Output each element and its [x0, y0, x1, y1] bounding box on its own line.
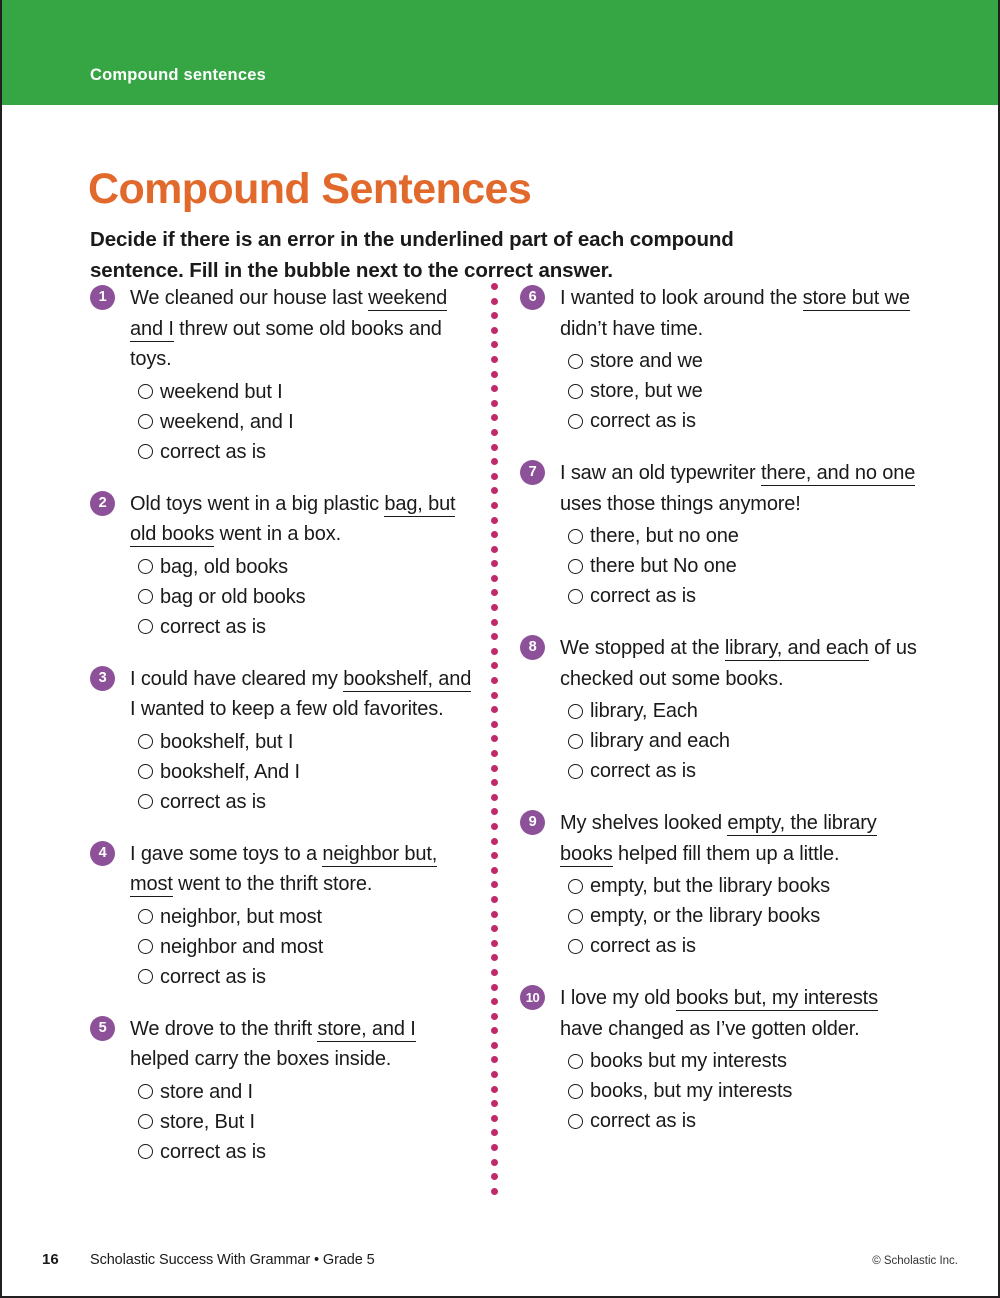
divider-dot [491, 648, 498, 655]
divider-dot [491, 400, 498, 407]
divider-dot [491, 954, 498, 961]
divider-dot [491, 444, 498, 451]
divider-dot [491, 546, 498, 553]
question-number-badge: 3 [90, 666, 115, 691]
footer-page-number: 16 [42, 1251, 59, 1268]
divider-dot [491, 312, 498, 319]
question-stem [560, 983, 920, 1044]
answer-bubble-icon[interactable] [138, 909, 153, 924]
divider-dot [491, 1173, 498, 1180]
divider-dot [491, 838, 498, 845]
answer-bubble-icon[interactable] [138, 939, 153, 954]
stem-text: went to the thrift store. [172, 873, 373, 895]
page-title: Compound Sentences [88, 164, 532, 213]
answer-bubble-icon[interactable] [568, 354, 583, 369]
answer-option-label: books but my interests [590, 1050, 787, 1072]
answer-option[interactable] [568, 931, 920, 961]
question-item [520, 808, 920, 961]
divider-dot [491, 823, 498, 830]
underlined-phrase: weekend and I [130, 287, 448, 340]
underlined-phrase: there, and no one [760, 462, 916, 484]
question-item [90, 1014, 480, 1167]
answer-option[interactable] [568, 696, 920, 726]
answer-bubble-icon[interactable] [138, 734, 153, 749]
divider-dot [491, 852, 498, 859]
answer-options [560, 871, 920, 961]
answer-bubble-icon[interactable] [568, 1054, 583, 1069]
question-body [560, 983, 920, 1136]
answer-bubble-icon[interactable] [568, 384, 583, 399]
answer-bubble-icon[interactable] [568, 1114, 583, 1129]
question-stem [130, 1014, 480, 1075]
divider-dot [491, 1115, 498, 1122]
question-number-badge: 6 [520, 285, 545, 310]
stem-text: I wanted to keep a few old favorites. [130, 698, 444, 720]
underlined-phrase: store but we [802, 287, 910, 309]
answer-option-label: there but No one [590, 555, 737, 577]
divider-dot [491, 1159, 498, 1166]
header-band [0, 0, 1000, 105]
answer-option-label: neighbor, but most [160, 905, 322, 928]
answer-option[interactable] [138, 787, 480, 817]
stem-text: helped carry the boxes inside. [130, 1048, 392, 1070]
divider-dot [491, 356, 498, 363]
footer-book-title: Scholastic Success With Grammar • Grade 5 [90, 1252, 375, 1268]
stem-text: We drove to the thrift [130, 1017, 318, 1040]
divider-dot [491, 984, 498, 991]
answer-option[interactable] [568, 1076, 920, 1106]
answer-option-label: bookshelf, And I [160, 760, 300, 783]
question-stem [560, 633, 920, 694]
question-item [520, 633, 920, 786]
question-number-badge: 1 [90, 285, 115, 310]
question-stem [130, 489, 480, 550]
divider-dot [491, 589, 498, 596]
stem-text: I wanted to look around the [560, 287, 803, 309]
stem-text: Old toys went in a big plastic [130, 492, 385, 515]
divider-dot [491, 867, 498, 874]
answer-bubble-icon[interactable] [138, 969, 153, 984]
answer-option-label: correct as is [160, 790, 266, 813]
question-item [520, 283, 920, 436]
divider-dot [491, 794, 498, 801]
divider-dot [491, 487, 498, 494]
answer-option[interactable] [138, 902, 480, 932]
answer-options [560, 1046, 920, 1136]
answer-option[interactable] [568, 521, 920, 551]
stem-text: have changed as I’ve gotten older. [560, 1017, 860, 1040]
answer-option-label: correct as is [590, 410, 696, 432]
divider-dot [491, 298, 498, 305]
answer-option[interactable] [568, 376, 920, 406]
footer-copyright: © Scholastic Inc. [872, 1255, 958, 1267]
divider-dot [491, 692, 498, 699]
question-number-badge: 8 [520, 635, 545, 660]
answer-option-label: empty, or the library books [590, 905, 821, 927]
answer-option[interactable] [138, 727, 480, 757]
answer-option[interactable] [568, 871, 920, 901]
divider-dot [491, 969, 498, 976]
answer-option-label: correct as is [590, 760, 696, 782]
answer-option[interactable] [138, 1107, 480, 1137]
underlined-phrase: empty, the library books [560, 812, 877, 865]
divider-dot [491, 341, 498, 348]
question-number-badge: 4 [90, 841, 115, 866]
answer-option[interactable] [138, 377, 480, 407]
divider-dot [491, 1188, 498, 1195]
divider-dot [491, 911, 498, 918]
question-body [130, 283, 480, 467]
answer-option-label: correct as is [590, 935, 696, 957]
question-item [90, 839, 480, 992]
divider-dot [491, 1071, 498, 1078]
answer-options [130, 552, 480, 642]
questions-column-right [520, 283, 920, 1158]
divider-dot [491, 1144, 498, 1151]
answer-option[interactable] [138, 407, 480, 437]
answer-option-label: store, but we [590, 380, 703, 402]
divider-dot [491, 531, 498, 538]
divider-dot [491, 808, 498, 815]
answer-option-label: empty, but the library books [590, 875, 830, 897]
divider-dot [491, 414, 498, 421]
stem-text: I saw an old typewriter [560, 462, 761, 484]
answer-bubble-icon[interactable] [568, 704, 583, 719]
divider-dot [491, 1027, 498, 1034]
underlined-phrase: library, and each [724, 637, 869, 659]
answer-bubble-icon[interactable] [138, 1084, 153, 1099]
answer-option[interactable] [568, 1106, 920, 1136]
answer-option[interactable] [568, 901, 920, 931]
stem-text: uses those things anymore! [560, 492, 801, 515]
answer-bubble-icon[interactable] [138, 794, 153, 809]
question-body [130, 1014, 480, 1167]
answer-option[interactable] [568, 346, 920, 376]
answer-options [130, 1077, 480, 1167]
answer-bubble-icon[interactable] [568, 939, 583, 954]
question-body [560, 808, 920, 961]
divider-dot [491, 765, 498, 772]
divider-dot [491, 1100, 498, 1107]
stem-text: helped fill them up a little. [612, 842, 840, 865]
stem-text: I could have cleared my [130, 667, 344, 690]
divider-dot [491, 881, 498, 888]
stem-text: We cleaned our house last [130, 287, 369, 309]
answer-options [130, 377, 480, 467]
answer-option-label: books, but my interests [590, 1080, 793, 1102]
answer-option[interactable] [138, 1137, 480, 1167]
answer-option-label: weekend but I [160, 380, 283, 403]
question-stem [130, 839, 480, 900]
answer-options [560, 696, 920, 786]
question-number-badge: 9 [520, 810, 545, 835]
answer-bubble-icon[interactable] [138, 384, 153, 399]
answer-option-label: correct as is [160, 440, 266, 463]
answer-option[interactable] [568, 726, 920, 756]
instructions-text: Decide if there is an error in the underlined part of each compound sentence. Fill in the bubble next to the correct answer. [90, 227, 734, 282]
question-body [560, 458, 920, 611]
stem-text: threw out some old books and toys. [130, 317, 442, 370]
divider-dot [491, 662, 498, 669]
question-item [520, 983, 920, 1136]
divider-dot [491, 473, 498, 480]
answer-bubble-icon[interactable] [138, 764, 153, 779]
answer-option-label: store and I [160, 1080, 253, 1103]
answer-option-label: correct as is [160, 965, 266, 988]
answer-option-label: bookshelf, but I [160, 730, 294, 753]
divider-dot [491, 735, 498, 742]
divider-dot [491, 779, 498, 786]
answer-option-label: store, But I [160, 1110, 255, 1133]
answer-bubble-icon[interactable] [138, 1114, 153, 1129]
answer-bubble-icon[interactable] [138, 559, 153, 574]
divider-dot [491, 1129, 498, 1136]
answer-option-label: neighbor and most [160, 935, 324, 958]
answer-option[interactable] [138, 1077, 480, 1107]
underlined-phrase: books but, my interests [675, 987, 878, 1009]
answer-option-label: library and each [590, 730, 730, 752]
answer-option[interactable] [568, 406, 920, 436]
question-body [130, 664, 480, 817]
answer-option[interactable] [138, 757, 480, 787]
answer-bubble-icon[interactable] [568, 589, 583, 604]
answer-bubble-icon[interactable] [568, 879, 583, 894]
question-item [90, 664, 480, 817]
answer-option[interactable] [568, 756, 920, 786]
divider-dot [491, 560, 498, 567]
stem-text: We stopped at the [560, 637, 725, 659]
divider-dot [491, 619, 498, 626]
answer-options [130, 727, 480, 817]
question-stem [560, 808, 920, 869]
question-body [130, 839, 480, 992]
stem-text: of us checked out some books. [560, 637, 917, 690]
stem-text: didn’t have time. [560, 317, 704, 340]
answer-bubble-icon[interactable] [568, 909, 583, 924]
answer-option[interactable] [138, 612, 480, 642]
question-body [560, 633, 920, 786]
answer-bubble-icon[interactable] [138, 414, 153, 429]
questions-column-left [90, 283, 480, 1189]
stem-text: My shelves looked [560, 812, 728, 834]
answer-option-label: correct as is [590, 585, 696, 607]
stem-text: went in a box. [214, 523, 341, 545]
answer-option-label: library, Each [590, 700, 698, 722]
answer-bubble-icon[interactable] [568, 734, 583, 749]
divider-dot [491, 1042, 498, 1049]
divider-dot [491, 371, 498, 378]
divider-dot [491, 896, 498, 903]
answer-option[interactable] [138, 932, 480, 962]
question-number-badge: 5 [90, 1016, 115, 1041]
answer-bubble-icon[interactable] [138, 444, 153, 459]
divider-dot [491, 706, 498, 713]
question-stem [560, 458, 920, 519]
answer-option-label: bag, old books [160, 555, 288, 578]
question-number-badge: 7 [520, 460, 545, 485]
answer-bubble-icon[interactable] [568, 529, 583, 544]
answer-option[interactable] [138, 552, 480, 582]
answer-option[interactable] [138, 582, 480, 612]
answer-bubble-icon[interactable] [138, 589, 153, 604]
question-item [90, 489, 480, 642]
divider-dot [491, 327, 498, 334]
divider-dot [491, 385, 498, 392]
underlined-phrase: bookshelf, and [343, 667, 472, 690]
divider-dot [491, 283, 498, 290]
divider-dot [491, 633, 498, 640]
divider-dot [491, 517, 498, 524]
stem-text: I gave some toys to a [130, 842, 323, 865]
answer-bubble-icon[interactable] [568, 1084, 583, 1099]
divider-dot [491, 429, 498, 436]
answer-options [560, 521, 920, 611]
divider-dot [491, 1056, 498, 1063]
answer-option[interactable] [138, 437, 480, 467]
divider-dot [491, 721, 498, 728]
question-number-badge: 2 [90, 491, 115, 516]
answer-option[interactable] [568, 1046, 920, 1076]
divider-dot [491, 677, 498, 684]
divider-dot [491, 925, 498, 932]
question-body [560, 283, 920, 436]
divider-dot [491, 502, 498, 509]
stem-text: I love my old [560, 987, 676, 1009]
underlined-phrase: store, and I [317, 1017, 416, 1040]
question-item [520, 458, 920, 611]
divider-dot [491, 940, 498, 947]
divider-dot [491, 1013, 498, 1020]
divider-dot [491, 575, 498, 582]
answer-bubble-icon[interactable] [568, 559, 583, 574]
answer-option-label: bag or old books [160, 585, 306, 608]
underlined-phrase: neighbor but, most [130, 842, 438, 895]
header-topic-label: Compound sentences [90, 66, 266, 84]
question-number-badge: 10 [520, 985, 545, 1010]
question-stem [130, 283, 480, 375]
divider-dot [491, 1086, 498, 1093]
answer-option[interactable] [568, 581, 920, 611]
answer-bubble-icon[interactable] [568, 764, 583, 779]
question-stem [560, 283, 920, 344]
question-body [130, 489, 480, 642]
answer-option-label: store and we [590, 350, 703, 372]
question-item [90, 283, 480, 467]
answer-option[interactable] [568, 551, 920, 581]
answer-bubble-icon[interactable] [138, 619, 153, 634]
answer-option-label: weekend, and I [160, 410, 294, 433]
question-stem [130, 664, 480, 725]
answer-option-label: correct as is [590, 1110, 696, 1132]
answer-bubble-icon[interactable] [138, 1144, 153, 1159]
divider-dot [491, 998, 498, 1005]
divider-dot [491, 604, 498, 611]
answer-option[interactable] [138, 962, 480, 992]
answer-option-label: there, but no one [590, 525, 739, 547]
underlined-phrase: bag, but old books [130, 492, 456, 545]
divider-dot [491, 750, 498, 757]
divider-dot [491, 458, 498, 465]
column-divider [491, 283, 499, 1205]
answer-option-label: correct as is [160, 1140, 266, 1163]
answer-option-label: correct as is [160, 615, 266, 638]
answer-bubble-icon[interactable] [568, 414, 583, 429]
answer-options [560, 346, 920, 436]
answer-options [130, 902, 480, 992]
